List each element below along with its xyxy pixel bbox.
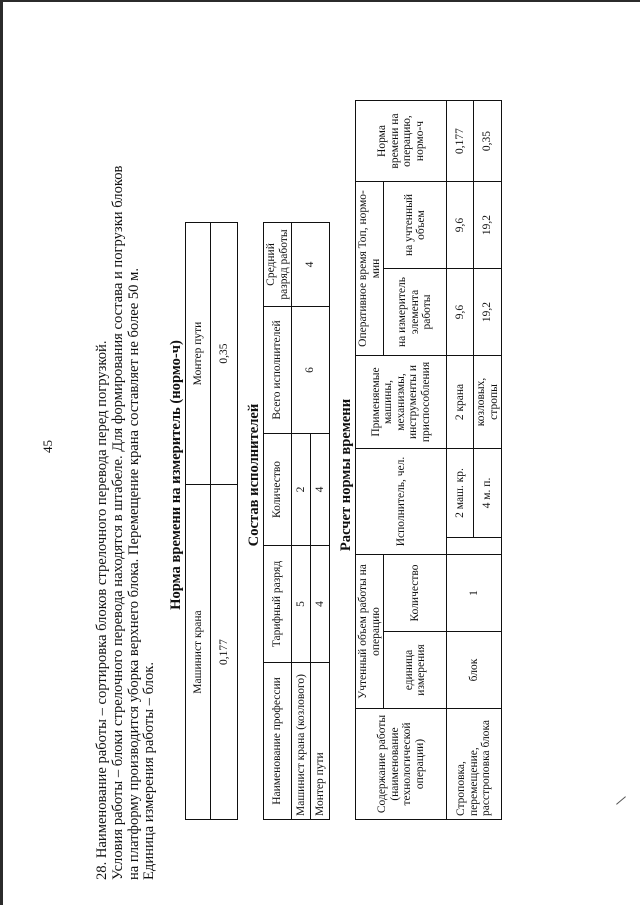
norm-per-unit-table — [185, 222, 238, 820]
calc-row-spacer — [447, 538, 502, 555]
calc-header-qty: Количество — [384, 555, 447, 632]
calc-header-norm: Норма времени на операцию, нормо-ч — [356, 101, 447, 182]
crew-header-profession: Наименование профессии — [264, 663, 292, 820]
crew-header-avg: Средний разряд работы — [264, 223, 292, 307]
calc-row-per-volume-1: 9,6 — [447, 182, 474, 269]
crew-header-total: Всего исполнителей — [264, 307, 292, 434]
intro-line-1: 28. Наименование работы – сортировка блоков стрелочного перевода перед погрузкой. — [94, 340, 110, 880]
calc-row-per-unit-1: 9,6 — [447, 269, 474, 356]
crew-table — [263, 222, 330, 820]
intro-paragraph — [95, 70, 158, 880]
calc-row-exec-1: 2 маш. кр. — [447, 449, 474, 538]
calc-header-machines: Применяемые машины, механизмы, инструменты и приспособления — [356, 356, 447, 449]
calc-title: Расчет нормы времени — [338, 398, 355, 552]
calc-header-optime: Оперативное время Топ, нормо-мин — [356, 182, 384, 356]
calc-row-norm-2: 0,35 — [474, 101, 502, 182]
header-track-worker: Монтер пути — [186, 223, 211, 485]
header-machinist: Машинист крана — [186, 485, 211, 820]
calc-row-unit: блок — [447, 632, 502, 709]
crew-row-grade: 5 — [292, 546, 311, 663]
crew-row-grade: 4 — [311, 546, 330, 663]
crew-row-count: 4 — [311, 434, 330, 546]
calc-header-volume: Учтенный объем работы на операцию — [356, 555, 384, 709]
calc-table — [355, 100, 502, 820]
calc-row-exec-2: 4 м. п. — [474, 449, 502, 538]
intro-line-2: Условия работы – блоки стрелочного перевода находятся в штабеле. Для формирования состава и погрузки блоков — [109, 165, 126, 880]
crew-title: Состав исполнителей — [246, 403, 263, 547]
calc-row-machines-2: козловых, стропы — [474, 356, 502, 449]
crew-row-count: 2 — [292, 434, 311, 546]
calc-row-content: Строповка, перемещение, расстроповка блока — [447, 709, 502, 820]
intro-line-3: на платформу производится уборка верхнего блока. Перемещение крана составляет не более 50 м. — [125, 267, 142, 880]
norm-per-unit-title: Норма времени на измеритель (нормо-ч) — [168, 340, 185, 610]
calc-header-per-volume: на учтенный объем — [384, 182, 447, 269]
calc-row-machines-1: 2 крана — [447, 356, 474, 449]
calc-header-per-unit: на измеритель элемента работы — [384, 269, 447, 356]
calc-row-norm-1: 0,177 — [447, 101, 474, 182]
scan-mark — [616, 796, 626, 804]
calc-header-unit: единица измерения — [384, 632, 447, 709]
calc-row-per-volume-2: 19,2 — [474, 182, 502, 269]
calc-header-content: Содержание работы (наименование технологической операции) — [356, 709, 447, 820]
calc-row-per-unit-2: 19,2 — [474, 269, 502, 356]
crew-avg-grade: 4 — [292, 223, 330, 307]
page-number: 45 — [40, 440, 55, 453]
calc-row-qty: 1 — [447, 555, 502, 632]
crew-row-profession: Монтер пути — [311, 663, 330, 820]
crew-header-grade: Тарифный разряд — [264, 546, 292, 663]
value-machinist: 0,177 — [211, 485, 238, 820]
calc-header-executor: Исполнитель, чел. — [356, 449, 447, 555]
value-track-worker: 0,35 — [211, 223, 238, 485]
crew-total: 6 — [292, 307, 330, 434]
crew-header-count: Количество — [264, 434, 292, 546]
intro-line-4: Единица измерения работы – блок. — [141, 661, 158, 880]
rotated-page-content — [95, 70, 540, 880]
crew-row-profession: Машинист крана (козлового) — [292, 663, 311, 820]
